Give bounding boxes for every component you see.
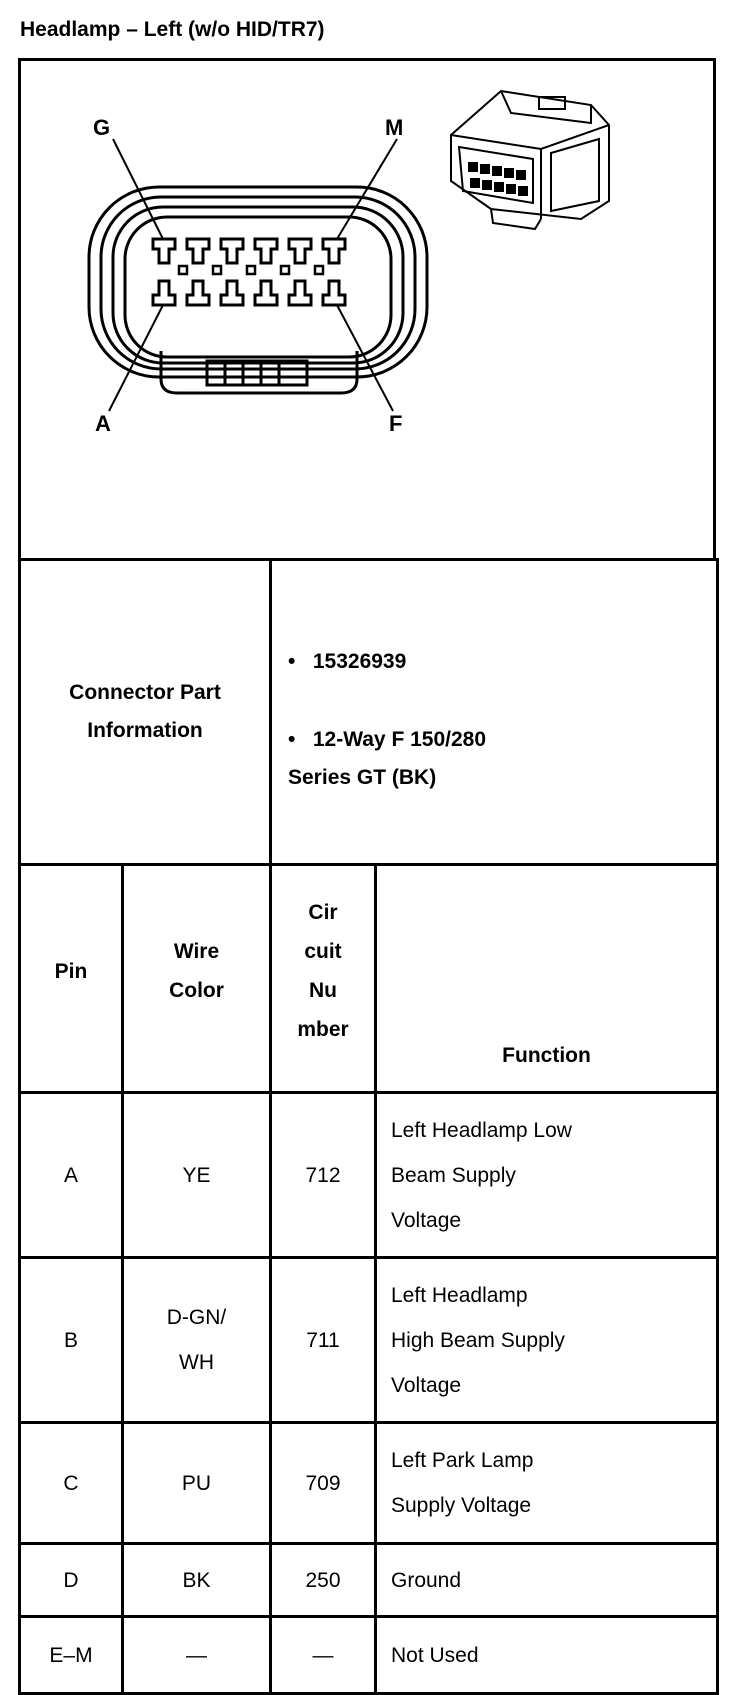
- polarization-keys: [179, 266, 323, 274]
- cell-function: Left Park Lamp Supply Voltage: [376, 1423, 718, 1544]
- description-line2: Series GT (BK): [288, 766, 437, 789]
- table-row: [20, 1544, 718, 1617]
- connector-face-drawing: [21, 61, 719, 563]
- part-number: 15326939: [312, 650, 407, 673]
- cell-circuit: —: [271, 1617, 376, 1694]
- cell-wire-color: YE: [123, 1093, 271, 1258]
- table-row: [20, 1617, 718, 1694]
- description-line1: 12-Way F 150/280: [312, 728, 487, 751]
- table-header-row: [20, 865, 718, 1093]
- terminal-row-top: [153, 239, 345, 263]
- table-row: [20, 1423, 718, 1544]
- cell-pin: D: [20, 1544, 123, 1617]
- cell-function: Left Headlamp Low Beam Supply Voltage: [376, 1093, 718, 1258]
- lock-latch: [207, 361, 307, 385]
- cell-function: Not Used: [376, 1617, 718, 1694]
- description-bullet: • 12-Way F 150/280 Series GT (BK): [288, 728, 487, 789]
- connector-3d-view: [451, 91, 609, 229]
- connector-part-info-label: [20, 560, 271, 865]
- cell-circuit: 711: [271, 1258, 376, 1423]
- cell-circuit: 709: [271, 1423, 376, 1544]
- leader-line-a: [109, 305, 163, 411]
- cell-pin: C: [20, 1423, 123, 1544]
- cell-pin: B: [20, 1258, 123, 1423]
- pin-label-m: M: [385, 115, 404, 140]
- page-title: Headlamp – Left (w/o HID/TR7): [20, 18, 325, 41]
- leader-line-m: [337, 139, 397, 239]
- header-function: Function: [376, 865, 718, 1093]
- connector-table: [18, 558, 719, 1695]
- cpi-label-line2: Information: [87, 719, 203, 742]
- leader-line-g: [113, 139, 163, 239]
- cell-wire-color: D-GN/ WH: [123, 1258, 271, 1423]
- connector-part-info-value: [271, 560, 718, 865]
- cell-circuit: 712: [271, 1093, 376, 1258]
- cpi-label-line1: Connector Part: [69, 681, 221, 704]
- terminal-row-bottom: [153, 281, 345, 305]
- part-number-bullet: • 15326939: [288, 650, 407, 673]
- cell-wire-color: —: [123, 1617, 271, 1694]
- table-row: [20, 1258, 718, 1423]
- connector-diagram: [18, 58, 716, 560]
- cell-function: Ground: [376, 1544, 718, 1617]
- connector-shell-3: [113, 207, 403, 363]
- cell-pin: A: [20, 1093, 123, 1258]
- header-wire-color: Wire Color: [123, 865, 271, 1093]
- table-row: [20, 1093, 718, 1258]
- cell-wire-color: PU: [123, 1423, 271, 1544]
- cell-pin: E–M: [20, 1617, 123, 1694]
- pin-label-f: F: [389, 411, 403, 436]
- cell-circuit: 250: [271, 1544, 376, 1617]
- cell-wire-color: BK: [123, 1544, 271, 1617]
- connector-part-info-row: [20, 560, 718, 865]
- pin-label-g: G: [93, 115, 111, 140]
- cell-function: Left Headlamp High Beam Supply Voltage: [376, 1258, 718, 1423]
- header-pin: Pin: [20, 865, 123, 1093]
- header-circuit-number: Cir cuit Nu mber: [271, 865, 376, 1093]
- pin-label-a: A: [95, 411, 111, 436]
